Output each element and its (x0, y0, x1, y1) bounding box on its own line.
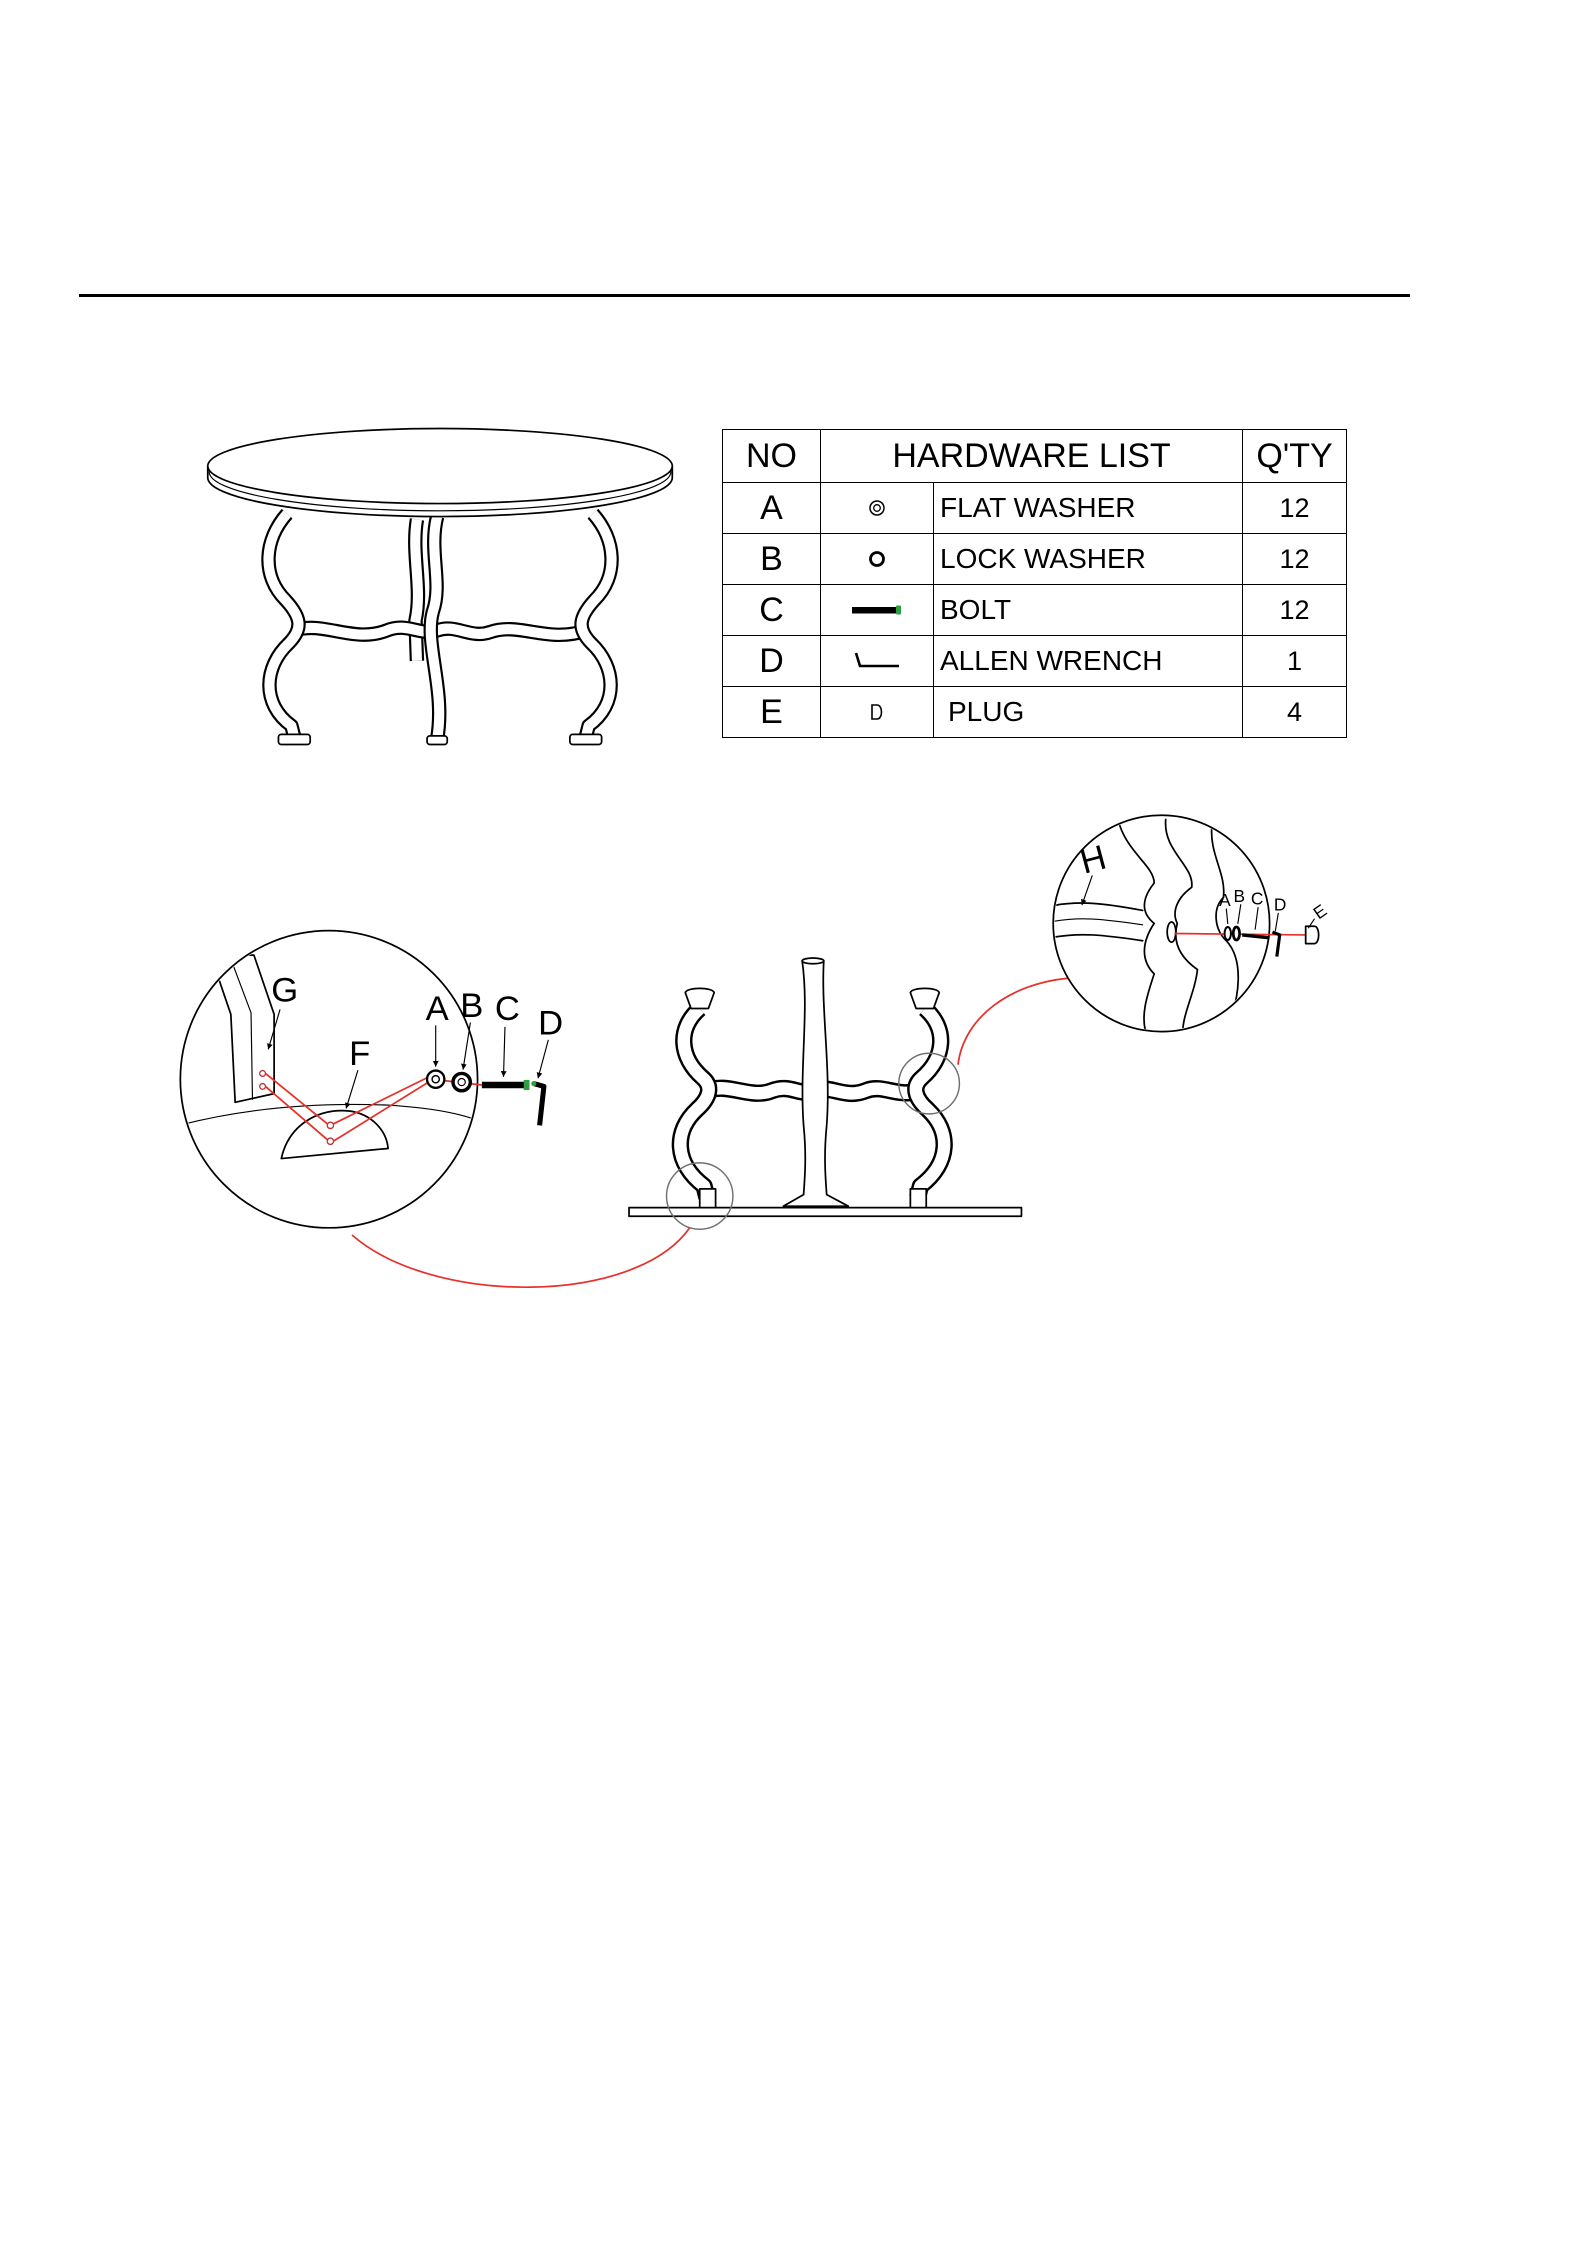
leg-hole-lower (260, 1084, 266, 1090)
hardware-list-table (722, 429, 1347, 738)
item-name-cell (934, 636, 1243, 687)
item-qty: 1 (1243, 636, 1347, 687)
allen-wrench-icon (853, 651, 901, 671)
item-no: A (723, 483, 821, 534)
item-icon-cell (821, 585, 934, 636)
tabletop-surface (208, 429, 673, 504)
bolt-head (524, 1080, 530, 1090)
item-no: B (723, 534, 821, 585)
tabletop-underside (629, 1208, 1021, 1217)
header-rule (79, 294, 1410, 297)
label-c: C (494, 990, 520, 1029)
center-foot (427, 736, 447, 745)
allen-wrench-tip (531, 1081, 536, 1086)
item-name: BOLT (940, 594, 1012, 625)
leg-bolt-hole (1167, 922, 1176, 942)
left-foot (278, 734, 310, 744)
item-qty: 4 (1243, 687, 1347, 738)
left-leg-knob (685, 988, 714, 1008)
bolt-icon (852, 604, 902, 616)
callout-connector-right (958, 978, 1068, 1065)
back-center-leg-fill (415, 519, 418, 660)
flat-washer-icon (1225, 927, 1231, 940)
item-qty: 12 (1243, 483, 1347, 534)
allen-wrench-icon (534, 1084, 544, 1126)
allen-wrench-icon (1272, 932, 1279, 957)
plug-icon (1306, 926, 1319, 943)
item-no: C (723, 585, 821, 636)
item-name-cell (934, 585, 1243, 636)
right-leg-fill (582, 514, 612, 738)
label-b-small: B (1233, 885, 1246, 906)
lock-washer-hole (458, 1078, 465, 1085)
right-detail-view (1050, 815, 1330, 1039)
item-icon-cell (821, 534, 934, 585)
label-a-small: A (1219, 890, 1231, 911)
lock-washer-icon (1233, 927, 1239, 940)
label-d: D (538, 1004, 564, 1043)
item-icon-cell (821, 483, 934, 534)
leg-hole-upper (260, 1071, 266, 1077)
table-header-row (723, 430, 1347, 483)
right-leg-knob (910, 988, 939, 1008)
leader-c (504, 1027, 505, 1076)
left-leg-fill (268, 514, 298, 738)
item-icon-cell (821, 636, 934, 687)
label-f: F (349, 1034, 371, 1073)
table-row (723, 585, 1347, 636)
flat-washer-icon (427, 1071, 444, 1088)
item-name-cell (934, 687, 1243, 738)
label-b: B (460, 987, 484, 1026)
plug-icon (869, 703, 885, 721)
header-qty: Q'TY (1243, 430, 1347, 483)
leader-d-small (1275, 913, 1278, 930)
right-foot (570, 734, 602, 744)
label-c-small: C (1250, 888, 1264, 909)
item-no: E (723, 687, 821, 738)
item-name: FLAT WASHER (940, 492, 1136, 523)
table-row (723, 483, 1347, 534)
pedestal-top (802, 958, 824, 964)
bracket-hole-lower (327, 1138, 333, 1144)
table-row (723, 636, 1347, 687)
right-mounting-bracket (910, 1189, 926, 1208)
header-no: NO (723, 430, 821, 483)
item-name: PLUG (948, 696, 1025, 727)
item-name: LOCK WASHER (940, 543, 1146, 574)
flat-washer-icon (867, 498, 887, 518)
left-mounting-bracket (700, 1189, 716, 1208)
label-e-small: E (1309, 900, 1331, 924)
item-qty: 12 (1243, 534, 1347, 585)
lock-washer-icon (867, 549, 887, 569)
item-name-cell (934, 483, 1243, 534)
bracket-hole-upper (327, 1122, 333, 1128)
table-row (723, 534, 1347, 585)
header-title: HARDWARE LIST (821, 430, 1243, 483)
label-a: A (425, 990, 449, 1029)
label-h: H (1076, 838, 1111, 882)
table-illustration (208, 429, 673, 745)
label-g: G (271, 971, 299, 1010)
callout-connector-left (352, 1228, 690, 1287)
left-detail-view (179, 931, 563, 1228)
item-name-cell (934, 534, 1243, 585)
item-name: ALLEN WRENCH (940, 645, 1163, 676)
stretcher-fill (294, 628, 585, 635)
item-icon-cell (821, 687, 934, 738)
table-row (723, 687, 1347, 738)
label-d-small: D (1273, 894, 1287, 915)
item-qty: 12 (1243, 585, 1347, 636)
leader-d (538, 1040, 548, 1078)
item-no: D (723, 636, 821, 687)
